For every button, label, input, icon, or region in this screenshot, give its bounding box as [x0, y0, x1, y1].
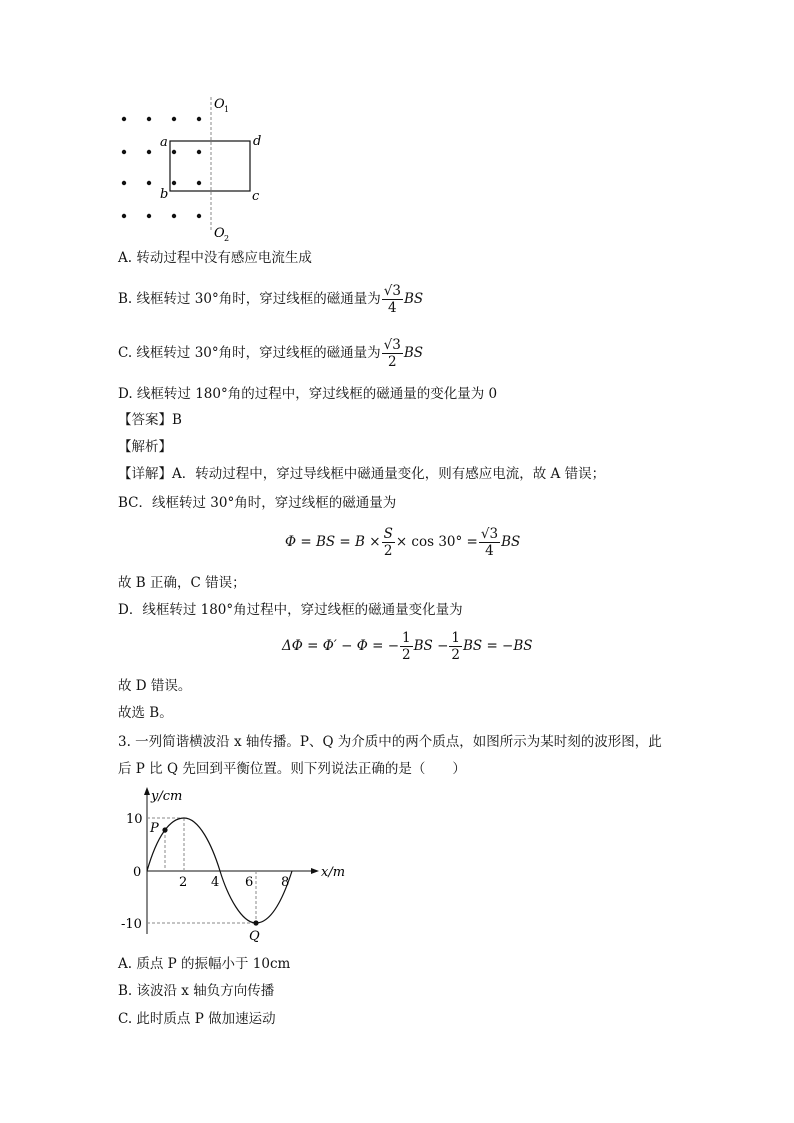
detail-d: D．线框转过 180°角过程中，穿过线框的磁通量变化量为	[118, 602, 463, 618]
y-tick-10: 10	[126, 812, 143, 827]
option-c-text: C. 线框转过 30°角时，穿过线框的磁通量为	[118, 345, 381, 361]
q3-option-c: C. 此时质点 P 做加速运动	[118, 1011, 276, 1027]
wire-loop	[170, 141, 250, 191]
detail-a: 【详解】A．转动过程中，穿过导线框中磁通量变化，则有感应电流，故 A 错误；	[118, 466, 606, 482]
y-axis-label: y/cm	[151, 789, 183, 804]
x-tick-2: 2	[179, 875, 188, 890]
question-3-line2: 后 P 比 Q 先回到平衡位置。则下列说法正确的是（ ）	[118, 761, 466, 777]
option-c-bs: BS	[403, 345, 424, 361]
q3-option-a: A. 质点 P 的振幅小于 10cm	[118, 956, 291, 972]
y-tick-0: 0	[133, 865, 142, 880]
point-Q	[253, 920, 258, 925]
option-b-fraction: $\frac{√3}{4}$	[383, 283, 401, 316]
label-Q: Q	[249, 929, 260, 944]
choose-b: 故选 B。	[118, 705, 173, 721]
option-a: A. 转动过程中没有感应电流生成	[118, 250, 312, 266]
q3-option-b: B. 该波沿 x 轴负方向传播	[118, 983, 275, 999]
x-axis-arrow	[311, 868, 319, 874]
option-b-text: B. 线框转过 30°角时，穿过线框的磁通量为	[118, 291, 381, 307]
wave-figure	[115, 784, 355, 944]
analysis-title: 【解析】	[118, 439, 172, 455]
equation-2: ΔΦ = Φ′ − Φ = − $\frac{1}{2}$ BS − $\frac{1}{2}$ BS = −BS	[282, 630, 533, 663]
option-c	[118, 337, 423, 370]
option-d: D. 线框转过 180°角的过程中，穿过线框的磁通量的变化量为 0	[118, 386, 498, 402]
label-d: d	[253, 134, 262, 149]
label-O2: O	[214, 226, 225, 241]
option-b-bs: BS	[403, 291, 424, 307]
label-a: a	[160, 135, 168, 150]
label-O1-sub: 1	[224, 105, 230, 114]
point-P	[162, 827, 167, 832]
equation-1: Φ = BS = B × $\frac{S}{2}$ × cos 30° = $\frac{√3}{4}$ BS	[285, 526, 521, 559]
label-O2-sub: 2	[224, 234, 230, 242]
answer: 【答案】B	[118, 412, 182, 428]
x-tick-8: 8	[281, 875, 290, 890]
x-tick-6: 6	[245, 875, 254, 890]
option-c-fraction: $\frac{√3}{2}$	[383, 337, 401, 370]
b-correct: 故 B 正确，C 错误；	[118, 575, 246, 591]
y-axis-arrow	[144, 787, 150, 795]
field-dots	[122, 117, 201, 218]
detail-bc: BC．线框转过 30°角时，穿过线框的磁通量为	[118, 495, 397, 511]
label-P: P	[150, 821, 159, 836]
label-b: b	[160, 187, 169, 202]
label-O1: O	[214, 97, 225, 112]
label-c: c	[252, 189, 260, 204]
loop-figure	[110, 92, 280, 242]
question-3-line1: 3. 一列简谐横波沿 x 轴传播。P、Q 为介质中的两个质点，如图所示为某时刻的波形图，此	[118, 734, 662, 750]
y-tick-neg10: -10	[121, 917, 142, 932]
x-axis-label: x/m	[321, 865, 346, 880]
x-tick-4: 4	[211, 875, 220, 890]
option-b	[118, 283, 423, 316]
d-wrong: 故 D 错误。	[118, 678, 192, 694]
